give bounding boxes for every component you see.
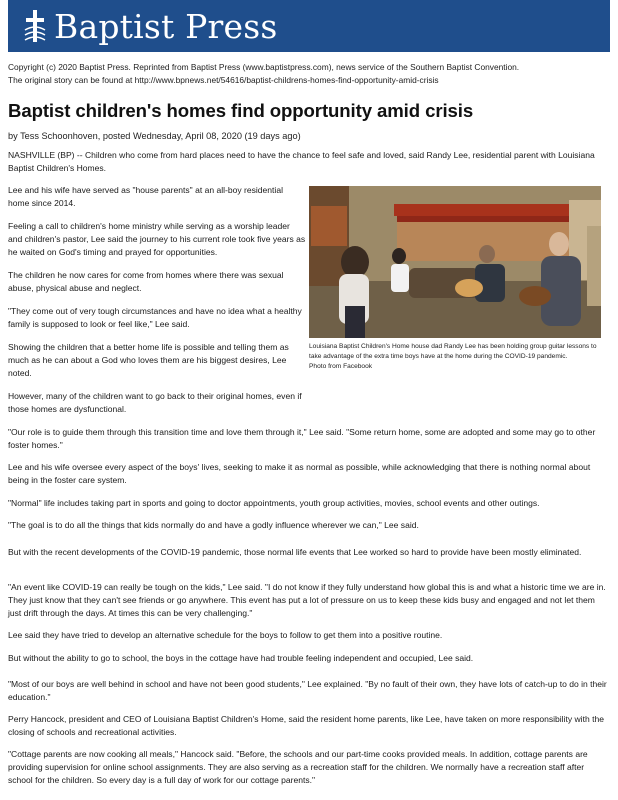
masthead-banner: [8, 0, 610, 52]
paragraph: Feeling a call to children's home ministry while serving as a worship leader and children's pastor, Lee said the journey to his current role took five years as he waited on God's timing and prayed for opportunities.: [8, 221, 306, 257]
guitar-lesson-photo: [309, 186, 601, 338]
article-photo-figure: [309, 186, 601, 372]
copyright-notice: [8, 61, 608, 86]
cross-emblem-icon: [22, 6, 48, 46]
paragraph: Lee said they have tried to develop an alternative schedule for the boys to follow to get them into a positive routine.: [8, 630, 443, 640]
paragraph: "They come out of very tough circumstances and have no idea what a healthy family is supposed to look or feel like," Lee said.: [8, 306, 302, 329]
photo-caption: Louisiana Baptist Children's Home house dad Randy Lee has been holding group guitar lessons to take advantage of the extra time boys have at the home during the COVID-19 pandemic.: [309, 343, 597, 360]
paragraph: The children he now cares for come from homes where there was sexual abuse, physical abuse and neglect.: [8, 270, 284, 293]
paragraph: "Normal" life includes taking part in sports and going to doctor appointments, youth group activities, movies, school events and other outings.: [8, 498, 540, 508]
copyright-line: Copyright (c) 2020 Baptist Press. Reprinted from Baptist Press (www.baptistpress.com), news service of the Southern Baptist Convention.: [8, 62, 520, 72]
paragraph: "Cottage parents are now cooking all meals," Hancock said. "Before, the schools and our part-time cooks provided meals. In addition, cottage parents are providing supervision for online school assignments. They are also serving as a recreation staff for the children. We normally have a recreation staff after school for the children. So every day is a full day of work for our cottage parents.": [8, 749, 588, 785]
paragraph: "Our role is to guide them through this transition time and love them through it," Lee said. "Some return home, some are adopted and some may go to other foster homes.": [8, 427, 596, 450]
article-headline: Baptist children's homes find opportunity amid crisis: [8, 100, 474, 121]
paragraph: "Most of our boys are well behind in school and have not been good students," Lee explained. "By no fault of their own, they have lots of catch-up to do in their education.": [8, 679, 607, 702]
original-story-line: The original story can be found at http://www.bpnews.net/54616/baptist-childrens-homes-find-opportunity-amid-crisis: [8, 74, 439, 85]
paragraph: Lee and his wife oversee every aspect of the boys' lives, seeking to make it as normal as possible, while acknowledging that there is nothing normal about being in the foster care system.: [8, 462, 591, 485]
paragraph: However, many of the children want to go back to their original homes, even if those homes are dysfunctional.: [8, 391, 302, 414]
paragraph: Showing the children that a better home life is possible and telling them as much as he can about a God who loves them are his biggest desires, Lee noted.: [8, 342, 289, 378]
article-byline: by Tess Schoonhoven, posted Wednesday, April 08, 2020 (19 days ago): [8, 131, 301, 141]
paragraph: Perry Hancock, president and CEO of Louisiana Baptist Children's Home, said the resident home parents, like Lee, have taken on more responsibility with the closing of schools and recreational activities.: [8, 714, 604, 737]
paragraph: But with the recent developments of the COVID-19 pandemic, those normal life events that Lee worked so hard to provide have been mostly eliminated.: [8, 547, 582, 557]
photo-credit: Photo from Facebook: [309, 363, 373, 370]
brand-name: Baptist Press: [54, 6, 278, 46]
paragraph: "The goal is to do all the things that kids normally do and have a godly influence wherever we can," Lee said.: [8, 520, 419, 530]
paragraph: "An event like COVID-19 can really be tough on the kids," Lee said. "I do not know if they fully understand how global this is and what a historic time we are in. They just know that they can't see friends or go anywhere. This event has put a lot of pressure on us to keep these kids busy and engaged and not let them just drift through the days. At times this can be very challenging.": [8, 582, 606, 618]
paragraph: But without the ability to go to school, the boys in the cottage have had trouble feeling independent and occupied, Lee said.: [8, 653, 474, 663]
paragraph: NASHVILLE (BP) -- Children who come from hard places need to have the chance to feel safe and loved, said Randy Lee, residential parent with Louisiana Baptist Children's Homes.: [8, 150, 595, 173]
paragraph: Lee and his wife have served as "house parents" at an all-boy residential home since 2014.: [8, 185, 283, 208]
